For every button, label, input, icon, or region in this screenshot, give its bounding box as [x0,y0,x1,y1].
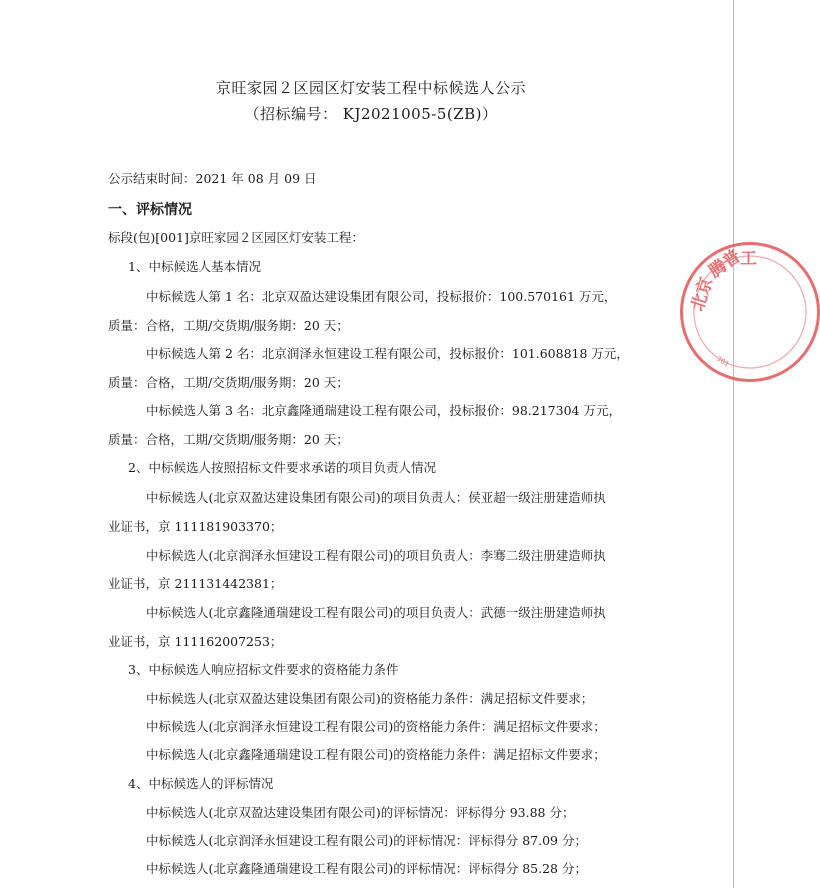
candidate-3-line-b: 质量：合格，工期/交货期/服务期：20 天； [108,432,349,447]
manager-1-line-b: 业证书，京 111181903370； [108,519,283,534]
subsection-title-2: 2、中标候选人按照招标文件要求承诺的项目负责人情况 [128,460,436,475]
company-seal-stamp [680,242,820,382]
candidate-1-line-b: 质量：合格，工期/交货期/服务期：20 天； [108,318,349,333]
qualification-1: 中标候选人(北京双盈达建设集团有限公司)的资格能力条件：满足招标文件要求； [146,691,594,706]
section-heading-evaluation: 一、评标情况 [108,202,192,218]
candidate-3-line-a: 中标候选人第 3 名：北京鑫隆通瑞建设工程有限公司，投标报价：98.217304 万元， [146,403,621,418]
candidate-2-line-a: 中标候选人第 2 名：北京润泽永恒建设工程有限公司，投标报价：101.608818 万元， [146,346,629,361]
page-edge-line [733,0,734,888]
svg-text:工: 工 [740,249,757,269]
svg-text:腾普: 腾普 [705,246,745,283]
subsection-title-3: 3、中标候选人响应招标文件要求的资格能力条件 [128,662,399,677]
subsection-title-1: 1、中标候选人基本情况 [128,259,261,274]
score-3: 中标候选人(北京鑫隆通瑞建设工程有限公司)的评标情况：评标得分 85.28 分； [146,861,587,876]
subsection-title-4: 4、中标候选人的评标情况 [128,776,274,791]
score-1: 中标候选人(北京双盈达建设集团有限公司)的评标情况：评标得分 93.88 分； [146,805,575,820]
score-2: 中标候选人(北京润泽永恒建设工程有限公司)的评标情况：评标得分 87.09 分； [146,833,587,848]
manager-2-line-b: 业证书，京 211131442381； [108,576,283,591]
seal-graphic [680,242,820,382]
manager-1-line-a: 中标候选人(北京双盈达建设集团有限公司)的项目负责人：侯亚超一级注册建造师执 [146,490,606,505]
manager-3-line-a: 中标候选人(北京鑫隆通瑞建设工程有限公司)的项目负责人：武德一级注册建造师执 [146,605,606,620]
manager-2-line-a: 中标候选人(北京润泽永恒建设工程有限公司)的项目负责人：李骞二级注册建造师执 [146,548,606,563]
tender-number: （招标编号： KJ2021005-5(ZB)） [244,105,498,123]
announcement-end-time: 公示结束时间：2021 年 08 月 09 日 [108,171,317,186]
manager-3-line-b: 业证书，京 111162007253； [108,634,283,649]
qualification-3: 中标候选人(北京鑫隆通瑞建设工程有限公司)的资格能力条件：满足招标文件要求； [146,747,606,762]
qualification-2: 中标候选人(北京润泽永恒建设工程有限公司)的资格能力条件：满足招标文件要求； [146,719,606,734]
candidate-2-line-b: 质量：合格，工期/交货期/服务期：20 天； [108,375,349,390]
svg-text:北京: 北京 [687,275,718,314]
document-title: 京旺家园２区园区灯安装工程中标候选人公示 [215,79,526,97]
svg-text:301: 301 [715,354,731,369]
lot-line: 标段(包)[001]京旺家园２区园区灯安装工程： [108,230,364,245]
candidate-1-line-a: 中标候选人第 1 名：北京双盈达建设集团有限公司，投标报价：100.570161 万元， [146,289,617,304]
